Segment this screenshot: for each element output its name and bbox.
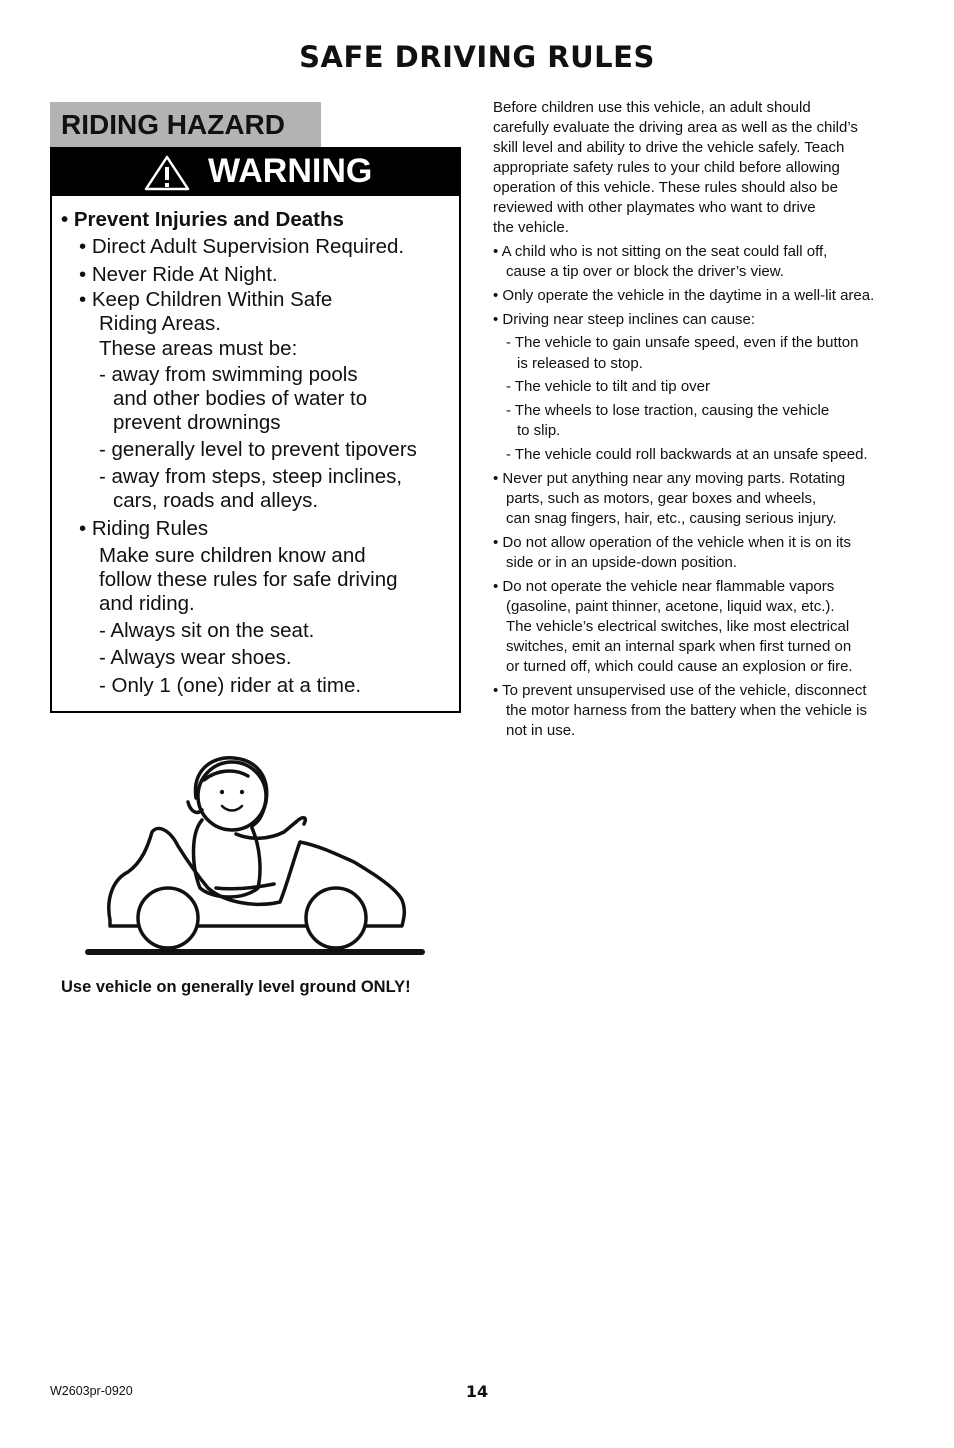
sub-bullet-line: to slip. bbox=[517, 422, 561, 439]
bullet-line: cause a tip over or block the driver’s view. bbox=[506, 263, 784, 280]
warning-line: and riding. bbox=[99, 592, 195, 615]
warning-line: - Only 1 (one) rider at a time. bbox=[99, 674, 362, 697]
sub-bullet-line: is released to stop. bbox=[517, 355, 643, 372]
bullet-line: or turned off, which could cause an explosion or fire. bbox=[506, 658, 853, 675]
warning-line: Make sure children know and bbox=[99, 544, 366, 567]
warning-line: follow these rules for safe driving bbox=[99, 568, 398, 591]
warning-triangle-icon bbox=[144, 155, 190, 191]
sub-bullet-line: - The wheels to lose traction, causing the vehicle bbox=[506, 402, 830, 419]
warning-line: • Never Ride At Night. bbox=[79, 263, 278, 286]
intro-line: the vehicle. bbox=[493, 219, 569, 236]
illustration-caption: Use vehicle on generally level ground ONLY! bbox=[61, 978, 411, 996]
warning-line: cars, roads and alleys. bbox=[113, 489, 319, 512]
warning-line: • Keep Children Within Safe bbox=[79, 288, 333, 311]
warning-line: • Direct Adult Supervision Required. bbox=[79, 235, 405, 258]
hazard-label: RIDING HAZARD bbox=[50, 102, 321, 147]
page-title: SAFE DRIVING RULES bbox=[299, 40, 655, 74]
bullet-line: side or in an upside-down position. bbox=[506, 554, 737, 571]
warning-line: • Riding Rules bbox=[79, 517, 209, 540]
warning-banner bbox=[50, 147, 461, 196]
bullet-line: • Do not allow operation of the vehicle when it is on its bbox=[493, 534, 851, 551]
bullet-line: (gasoline, paint thinner, acetone, liquid wax, etc.). bbox=[506, 598, 835, 615]
child-on-ride-on-car-icon bbox=[84, 750, 429, 965]
bullet-line: not in use. bbox=[506, 722, 576, 739]
warning-line: - away from steps, steep inclines, bbox=[99, 465, 403, 488]
sub-bullet-line: - The vehicle to tilt and tip over bbox=[506, 378, 710, 395]
warning-line: These areas must be: bbox=[99, 337, 298, 360]
bullet-line: parts, such as motors, gear boxes and wheels, bbox=[506, 490, 817, 507]
bullet-line: • Only operate the vehicle in the daytime in a well-lit area. bbox=[493, 287, 875, 304]
sub-bullet-line: - The vehicle could roll backwards at an unsafe speed. bbox=[506, 446, 868, 463]
bullet-line: the motor harness from the battery when the vehicle is bbox=[506, 702, 868, 719]
intro-line: Before children use this vehicle, an adult should bbox=[493, 99, 811, 116]
warning-line: - away from swimming pools bbox=[99, 363, 358, 386]
warning-heading: • Prevent Injuries and Deaths bbox=[61, 208, 344, 231]
document-code: W2603pr-0920 bbox=[50, 1384, 133, 1398]
bullet-line: can snag fingers, hair, etc., causing serious injury. bbox=[506, 510, 837, 527]
warning-line: prevent drownings bbox=[113, 411, 281, 434]
intro-line: reviewed with other playmates who want to drive bbox=[493, 199, 816, 216]
warning-box bbox=[50, 196, 461, 713]
warning-line: - generally level to prevent tipovers bbox=[99, 438, 417, 461]
bullet-line: • Do not operate the vehicle near flammable vapors bbox=[493, 578, 835, 595]
warning-line: Riding Areas. bbox=[99, 312, 221, 335]
intro-line: carefully evaluate the driving area as well as the child’s bbox=[493, 119, 858, 136]
intro-line: appropriate safety rules to your child before allowing bbox=[493, 159, 840, 176]
warning-label: WARNING bbox=[208, 152, 373, 190]
intro-line: skill level and ability to drive the vehicle safely. Teach bbox=[493, 139, 845, 156]
bullet-line: switches, emit an internal spark when first turned on bbox=[506, 638, 852, 655]
bullet-line: The vehicle’s electrical switches, like most electrical bbox=[506, 618, 850, 635]
bullet-line: • A child who is not sitting on the seat could fall off, bbox=[493, 243, 828, 260]
page-number: 14 bbox=[465, 1382, 489, 1401]
warning-line: - Always sit on the seat. bbox=[99, 619, 315, 642]
sub-bullet-line: - The vehicle to gain unsafe speed, even if the button bbox=[506, 334, 859, 351]
bullet-line: • Never put anything near any moving parts. Rotating bbox=[493, 470, 846, 487]
intro-line: operation of this vehicle. These rules should also be bbox=[493, 179, 838, 196]
warning-line: and other bodies of water to bbox=[113, 387, 368, 410]
warning-line: - Always wear shoes. bbox=[99, 646, 292, 669]
bullet-line: • Driving near steep inclines can cause: bbox=[493, 311, 756, 328]
bullet-line: • To prevent unsupervised use of the vehicle, disconnect bbox=[493, 682, 867, 699]
